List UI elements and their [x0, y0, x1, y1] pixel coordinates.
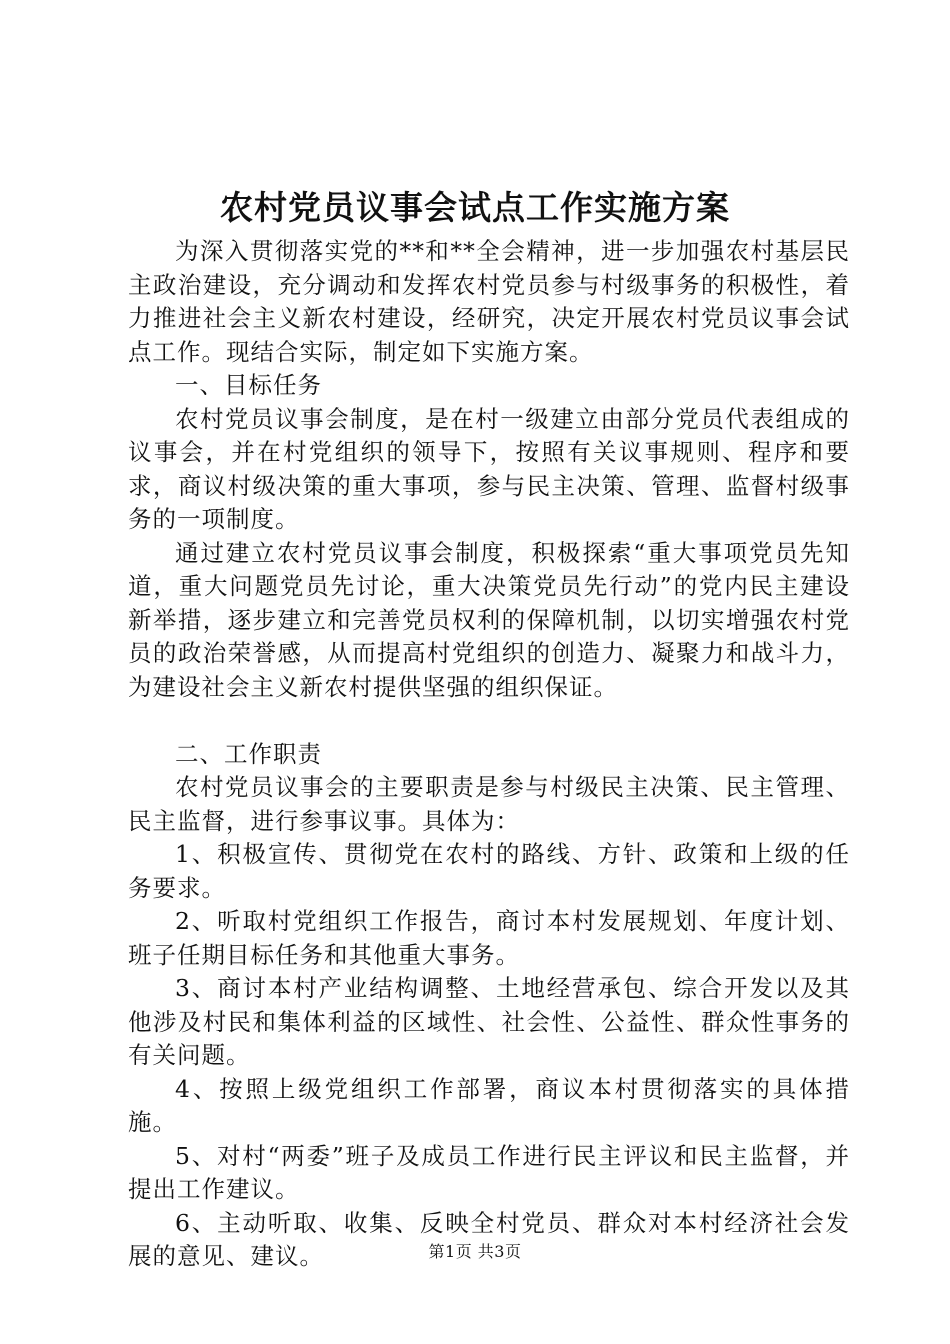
section-heading-duties: 二、工作职责 — [175, 739, 322, 768]
goals-paragraph-purpose: 通过建立农村党员议事会制度，积极探索“重大事项党员先知道，重大问题党员先讨论，重大决策党员先行动”的党内民主建设新举措，逐步建立和完善党员权利的保障机制，以切实增强农村党员的政治荣誉感，从而提高村党组织的创造力、凝聚力和战斗力，为建设社会主义新农村提供坚强的组织保证。 — [128, 538, 850, 701]
section-heading-goals: 一、目标任务 — [175, 371, 322, 399]
duties-paragraph-intro: 农村党员议事会的主要职责是参与村级民主决策、民主管理、民主监督，进行参事议事。具体为： — [128, 773, 850, 835]
duty-item-5: 5、对村“两委”班子及成员工作进行民主评议和民主监督，并提出工作建议。 — [128, 1141, 850, 1203]
document-body — [128, 235, 850, 1274]
duty-item-6: 6、主动听取、收集、反映全村党员、群众对本村经济社会发展的意见、建议。 — [128, 1208, 850, 1270]
document-title: 农村党员议事会试点工作实施方案 — [220, 188, 730, 227]
paragraph-spacer — [128, 704, 850, 738]
intro-paragraph: 为深入贯彻落实党的**和**全会精神，进一步加强农村基层民主政治建设，充分调动和发挥农村党员参与村级事务的积极性，着力推进社会主义新农村建设，经研究，决定开展农村党员议事会试点工作。现结合实际，制定如下实施方案。 — [128, 237, 850, 366]
goals-paragraph-definition: 农村党员议事会制度，是在村一级建立由部分党员代表组成的议事会，并在村党组织的领导下，按照有关议事规则、程序和要求，商议村级决策的重大事项，参与民主决策、管理、监督村级事务的一项制度。 — [128, 404, 850, 533]
duty-item-2: 2、听取村党组织工作报告，商讨本村发展规划、年度计划、班子任期目标任务和其他重大事务。 — [128, 907, 850, 969]
page-number-footer: 第1页 共3页 — [428, 1242, 522, 1261]
duty-item-4: 4、按照上级党组织工作部署，商议本村贯彻落实的具体措施。 — [128, 1074, 850, 1136]
duty-item-1: 1、积极宣传、贯彻党在农村的路线、方针、政策和上级的任务要求。 — [128, 840, 850, 902]
duty-item-3: 3、商讨本村产业结构调整、土地经营承包、综合开发以及其他涉及村民和集体利益的区域性、社会性、公益性、群众性事务的有关问题。 — [128, 974, 850, 1069]
